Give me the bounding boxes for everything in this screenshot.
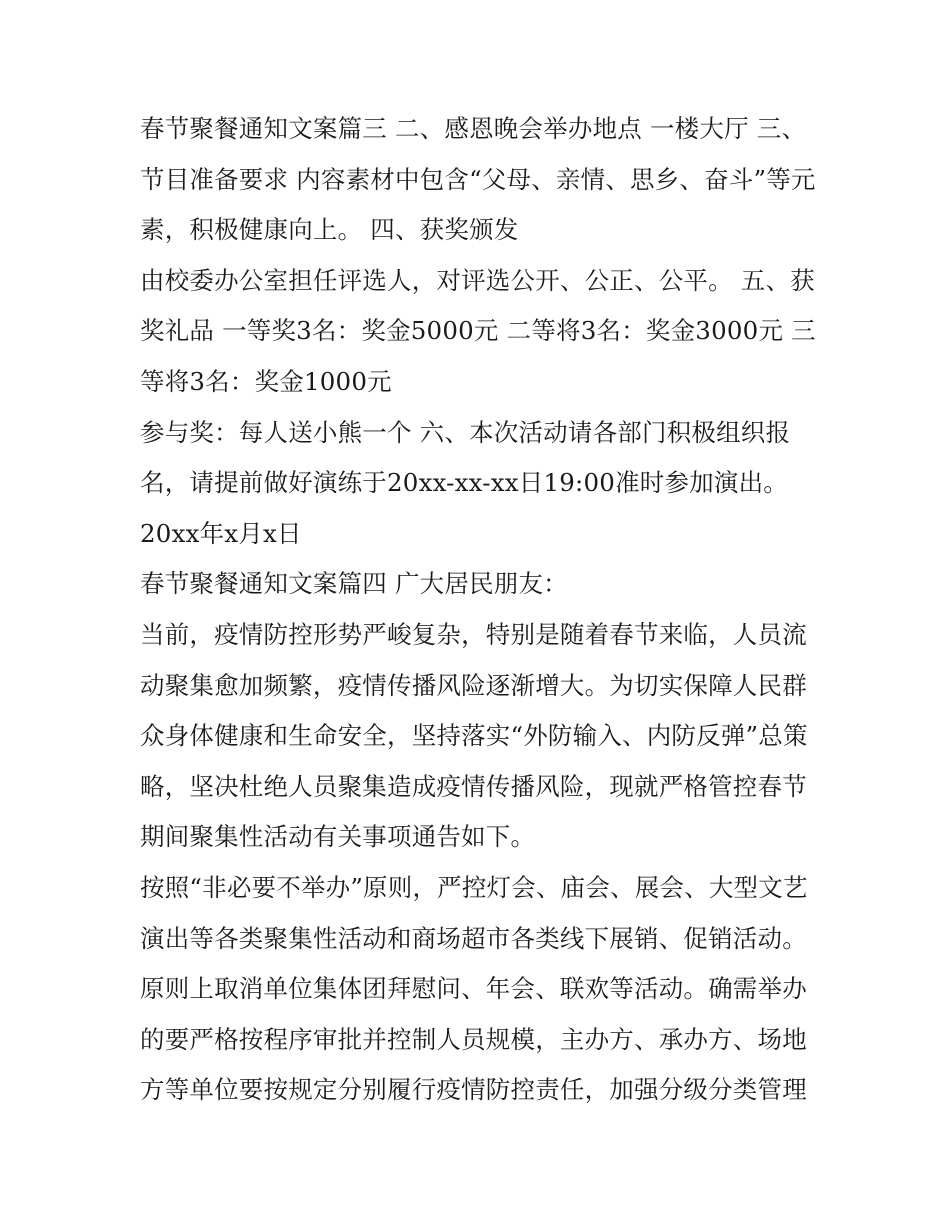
paragraph-4-date: 20xx年x月x日 [140, 518, 302, 548]
document-body [140, 104, 820, 1116]
paragraph-6: 当前，疫情防控形势严峻复杂，特别是随着春节来临，人员流动聚集愈加频繁，疫情传播风险逐渐增大。为切实保障人民群众身体健康和生命安全，坚持落实“外防输入、内防反弹”总策略，坚决杜绝人员聚集造成疫情传播风险，现就严格管控春节期间聚集性活动有关事项通告如下。 [140, 619, 808, 852]
paragraph-5-heading: 春节聚餐通知文案篇四 广大居民朋友： [140, 569, 568, 599]
paragraph-3: 参与奖：每人送小熊一个 六、本次活动请各部门积极组织报名，请提前做好演练于20xx-xx-xx日19:00准时参加演出。 [140, 417, 791, 498]
paragraph-2: 由校委办公室担任评选人，对评选公开、公正、公平。 五、获奖礼品 一等奖3名：奖金5000元 二等将3名：奖金3000元 三等将3名：奖金1000元 [140, 265, 816, 396]
paragraph-1: 春节聚餐通知文案篇三 二、感恩晚会举办地点 一楼大厅 三、节目准备要求 内容素材中包含“父母、亲情、思乡、奋斗”等元素，积极健康向上。 四、获奖颁发 [140, 114, 816, 245]
paragraph-7: 按照“非必要不举办”原则，严控灯会、庙会、展会、大型文艺演出等各类聚集性活动和商场超市各类线下展销、促销活动。原则上取消单位集体团拜慰问、年会、联欢等活动。确需举办的要严格按程序审批并控制人员规模，主办方、承办方、场地方等单位要按规定分别履行疫情防控责任，加强分级分类管理 [140, 872, 808, 1105]
